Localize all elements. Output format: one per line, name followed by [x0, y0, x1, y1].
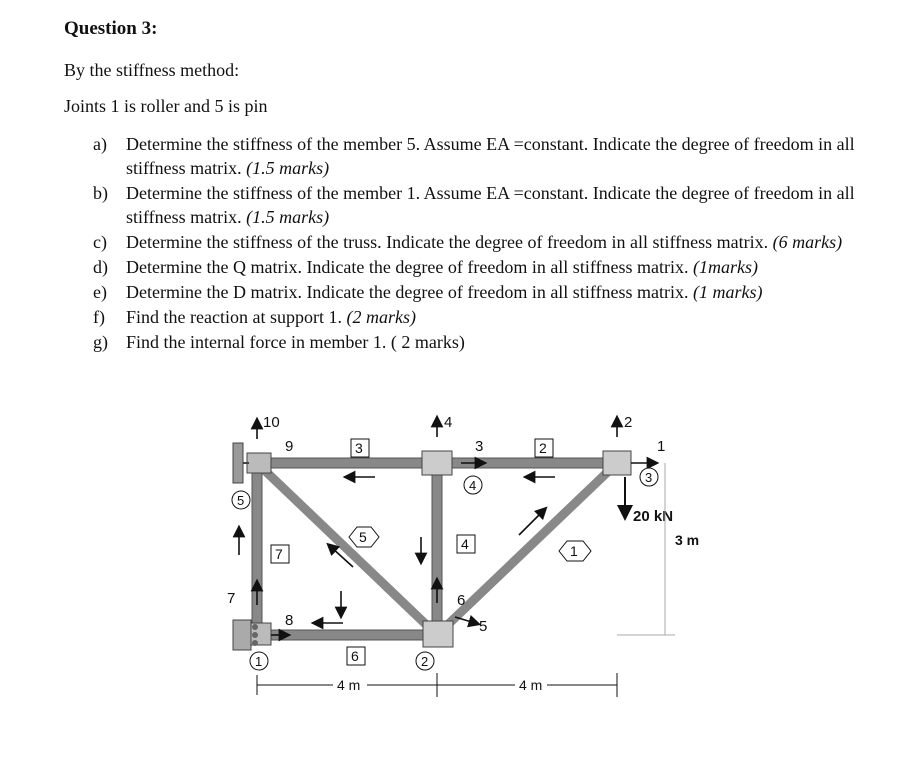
joint-label-5: 5: [237, 493, 245, 508]
height-dimension-label: 3 m: [675, 532, 700, 548]
dof-label-8: 8: [285, 612, 294, 629]
dof-label-7: 7: [227, 590, 236, 607]
dof-label-5: 5: [479, 618, 488, 635]
gusset-top-right: [603, 451, 631, 475]
question-item-a: a) Determine the stiffness of the member 5. Assume EA =constant. Indicate the degree of freedom in all stiffness matrix. (1.5 marks): [93, 134, 855, 178]
question-item-e: e) Determine the D matrix. Indicate the degree of freedom in all stiffness matrix. (1 marks): [93, 282, 763, 302]
joint-label-1: 1: [255, 654, 263, 669]
gusset-top-middle: [422, 451, 452, 475]
span-dimension-label-right: 4 m: [519, 677, 543, 693]
member-label-6: 6: [351, 648, 359, 664]
span-dimension-label-left: 4 m: [337, 677, 361, 693]
load-label: 20 kN: [633, 508, 674, 525]
member-label-4: 4: [461, 536, 469, 552]
question-item-c: c) Determine the stiffness of the truss. Indicate the degree of freedom in all stiffness matrix. (6 marks): [93, 232, 843, 252]
gusset-bottom-middle: [423, 621, 453, 647]
dof-label-9: 9: [285, 438, 294, 455]
roller-support-icon: [233, 620, 258, 650]
joint-label-3: 3: [645, 470, 653, 485]
dof-label-1: 1: [657, 438, 666, 455]
member-label-1: 1: [570, 543, 578, 559]
question-item-b: b) Determine the stiffness of the member 1. Assume EA =constant. Indicate the degree of freedom in all stiffness matrix. (1.5 marks): [93, 183, 855, 227]
member-label-2: 2: [539, 440, 547, 456]
dof-label-4: 4: [444, 414, 453, 431]
member-label-7: 7: [275, 546, 283, 562]
joint-label-4: 4: [469, 478, 477, 493]
question-heading: Question 3:: [64, 18, 158, 39]
truss-figure: [225, 405, 715, 735]
supports-line: Joints 1 is roller and 5 is pin: [64, 96, 268, 116]
dof-label-2: 2: [624, 414, 633, 431]
question-list: [93, 132, 883, 355]
pin-support-icon: [233, 443, 249, 483]
dof-label-6: 6: [457, 592, 466, 609]
dof-label-10: 10: [263, 414, 280, 431]
member-label-3: 3: [355, 440, 363, 456]
question-item-d: d) Determine the Q matrix. Indicate the degree of freedom in all stiffness matrix. (1marks): [93, 257, 758, 277]
gusset-top-left: [247, 453, 271, 473]
joint-label-2: 2: [421, 654, 429, 669]
truss-diagram: [225, 405, 715, 735]
question-item-g: g) Find the internal force in member 1. ( 2 marks): [93, 332, 465, 352]
dof-label-3: 3: [475, 438, 484, 455]
member-label-5: 5: [359, 529, 367, 545]
method-line: By the stiffness method:: [64, 60, 240, 80]
span-dimension-lines: [257, 463, 675, 697]
question-item-f: f) Find the reaction at support 1. (2 marks): [93, 307, 416, 327]
